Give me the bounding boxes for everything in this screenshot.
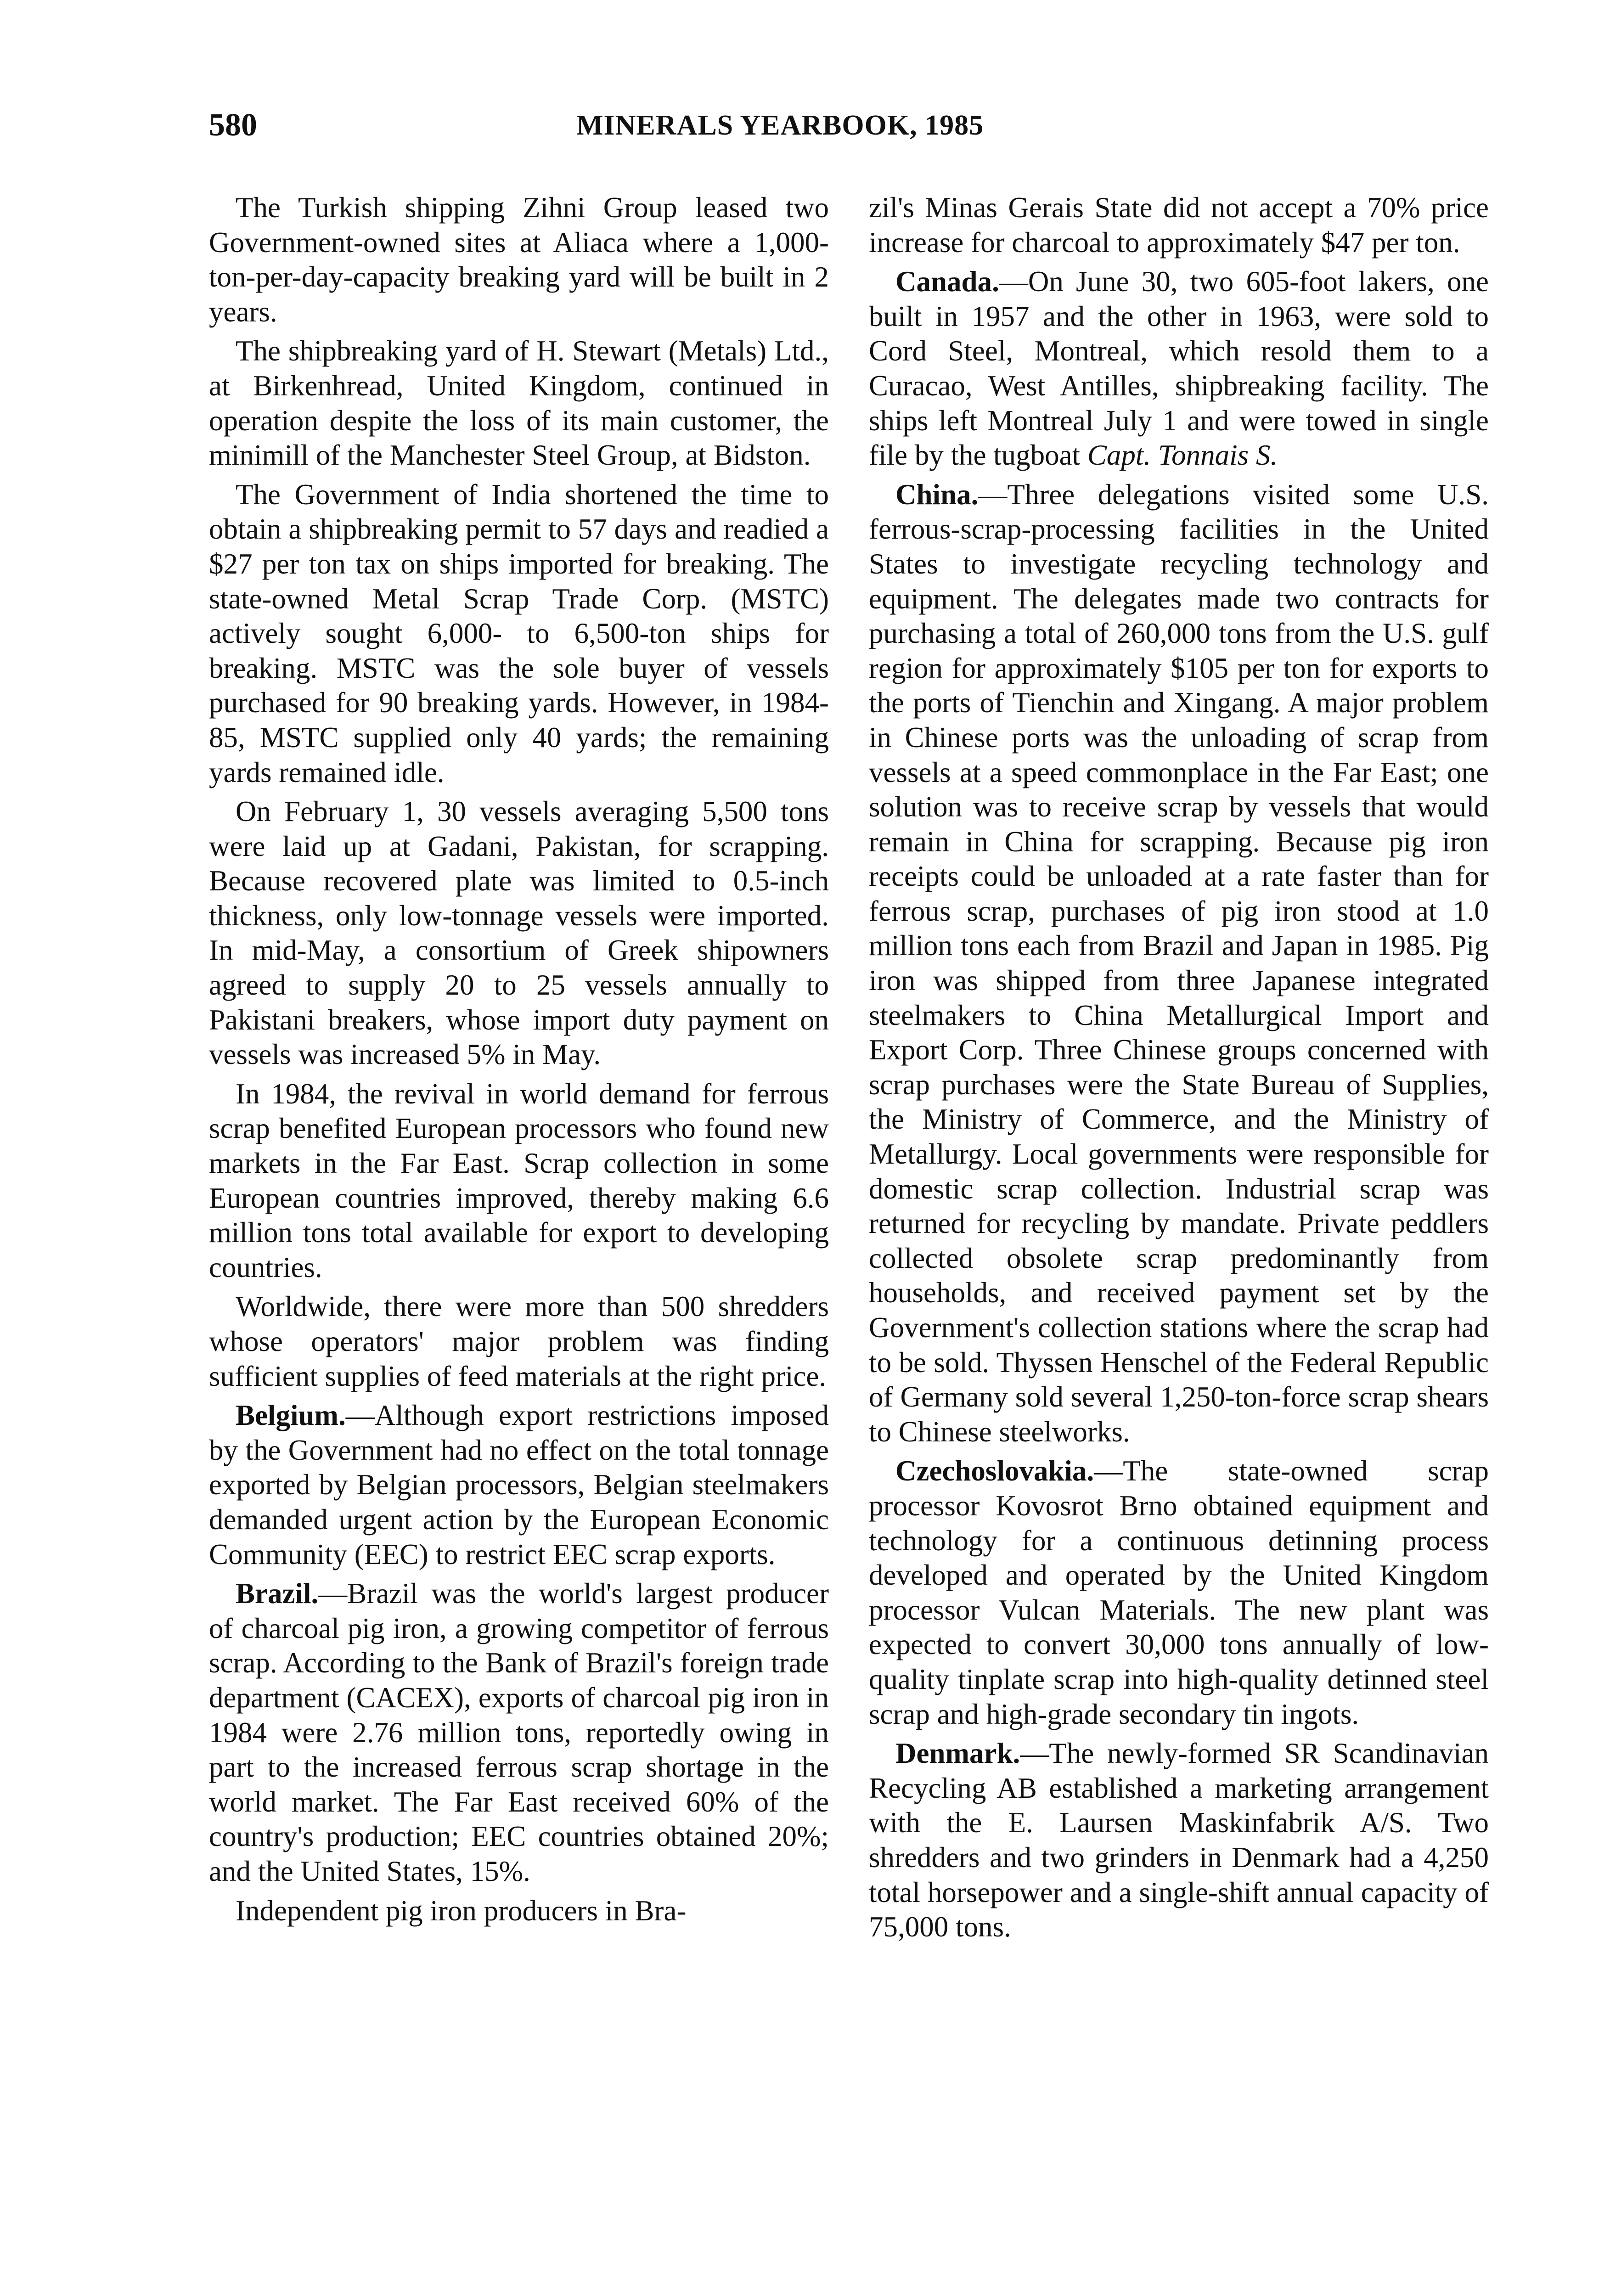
paragraph-worldwide: Worldwide, there were more than 500 shredders whose operators' major problem was finding sufficient supplies of feed materials at the right price. bbox=[209, 1290, 829, 1392]
paragraph-europe: In 1984, the revival in world demand for ferrous scrap benefited European processors who found new markets in the Far East. Scrap collection in some European countries improved, thereby making 6.6 million tons total available for export to developing countries. bbox=[209, 1077, 829, 1283]
paragraph-denmark bbox=[869, 1736, 1489, 1945]
left-column bbox=[209, 191, 829, 1933]
paragraph-turkey: The Turkish shipping Zihni Group leased two Government-owned sites at Aliaca where a 1,000-ton-per-day-capacity breaking yard will be built in 2 years. bbox=[209, 191, 829, 328]
paragraph-united-kingdom: The shipbreaking yard of H. Stewart (Metals) Ltd., at Birkenhread, United Kingdom, continued in operation despite the loss of its main customer, the minimill of the Manchester Steel Group, at Bidston. bbox=[209, 335, 829, 472]
running-title: MINERALS YEARBOOK, 1985 bbox=[576, 110, 984, 141]
paragraph-india: The Government of India shortened the time to obtain a shipbreaking permit to 57 days and readied a $27 per ton tax on ships imported for breaking. The state-owned Metal Scrap Trade Corp. (MSTC) actively sought 6,000- to 6,500-ton ships for breaking. MSTC was the sole buyer of vessels purchased for 90 breaking yards. However, in 1984-85, MSTC supplied only 40 yards; the remaining yards remained idle. bbox=[209, 478, 829, 788]
paragraph-canada-text: —On June 30, two 605-foot lakers, one built in 1957 and the other in 1963, were sold to Cord Steel, Montreal, which resold them to a Curacao, West Antilles, shipbreaking facility. The ships left Montreal July 1 and were towed in single file by the tugboat bbox=[869, 265, 1489, 472]
paragraph-independent-producers: Independent pig iron producers in Bra- bbox=[236, 1894, 687, 1927]
paragraph-china-text: —Three delegations visited some U.S. ferrous-scrap-processing facilities in the United States to investigate recycling technology and equipment. The delegates made two contracts for purchasing a total of 260,000 tons from the U.S. gulf region for approximately $105 per ton for exports to the ports of Tienchin and Xingang. A major problem in Chinese ports was the unloading of scrap from vessels at a speed commonplace in the Far East; one solution was to receive scrap by vessels that would remain in China for scrapping. Because pig iron receipts could be unloaded at a rate faster than for ferrous scrap, purchases of pig iron stood at 1.0 million tons each from Brazil and Japan in 1985. Pig iron was shipped from three Japanese integrated steelmakers to China Metallurgical Import and Export Corp. Three Chinese groups concerned with scrap purchases were the State Bureau of Supplies, the Ministry of Commerce, and the Ministry of Metallurgy. Local governments were responsible for domestic scrap collection. Industrial scrap was returned for recycling by mandate. Private peddlers collected obsolete scrap predominantly from households, and received payment set by the Government's collection stations where the scrap had to be sold. Thyssen Henschel of the Federal Republic of Germany sold several 1,250-ton-force scrap shears to Chinese steelworks. bbox=[869, 478, 1489, 1448]
paragraph-brazil-continued: zil's Minas Gerais State did not accept a 70% price increase for charcoal to approximately $47 per ton. bbox=[869, 191, 1489, 259]
ship-name: Capt. Tonnais S. bbox=[1087, 439, 1278, 472]
right-column bbox=[869, 191, 1489, 1949]
section-lead-czechoslovakia: Czechoslovakia. bbox=[895, 1455, 1094, 1487]
section-lead-denmark: Denmark. bbox=[895, 1737, 1020, 1770]
paragraph-canada bbox=[869, 264, 1489, 473]
paragraph-denmark-text: —The newly-formed SR Scandinavian Recycling AB established a marketing arrangement with the E. Laursen Maskinfabrik A/S. Two shredders and two grinders in Denmark had a 4,250 total horsepower and a single-shift annual capacity of 75,000 tons. bbox=[869, 1737, 1489, 1943]
section-lead-china: China. bbox=[895, 478, 979, 511]
section-lead-canada: Canada. bbox=[895, 265, 999, 298]
paragraph-belgium-text: —Although export restrictions imposed by the Government had no effect on the total tonnage exported by Belgian processors, Belgian steelmakers demanded urgent action by the European Economic Community (EEC) to restrict EEC scrap exports. bbox=[209, 1399, 829, 1570]
section-lead-brazil: Brazil. bbox=[236, 1577, 319, 1610]
paragraph-czechoslovakia bbox=[869, 1454, 1489, 1732]
section-lead-belgium: Belgium. bbox=[236, 1399, 346, 1432]
page-number: 580 bbox=[209, 107, 257, 143]
paragraph-brazil-text: —Brazil was the world's largest producer of charcoal pig iron, a growing competitor of ferrous scrap. According to the Bank of Brazil's foreign trade department (CACEX), exports of charcoal pig iron in 1984 were 2.76 million tons, reportedly owing in part to the increased ferrous scrap shortage in the world market. The Far East received 60% of the country's production; EEC countries obtained 20%; and the United States, 15%. bbox=[209, 1577, 829, 1887]
paragraph-pakistan: On February 1, 30 vessels averaging 5,500 tons were laid up at Gadani, Pakistan, for scrapping. Because recovered plate was limited to 0.5-inch thickness, only low-tonnage vessels were imported. In mid-May, a consortium of Greek shipowners agreed to supply 20 to 25 vessels annually to Pakistani breakers, whose import duty payment on vessels was increased 5% in May. bbox=[209, 795, 829, 1071]
paragraph-belgium bbox=[209, 1398, 829, 1572]
paragraph-czechoslovakia-text: —The state-owned scrap processor Kovosrot Brno obtained equipment and technology for a continuous detinning process developed and operated by the United Kingdom processor Vulcan Materials. The new plant was expected to convert 30,000 tons annually of low-quality tinplate scrap into high-quality detinned steel scrap and high-grade secondary tin ingots. bbox=[869, 1455, 1489, 1730]
paragraph-brazil bbox=[209, 1576, 829, 1889]
paragraph-china bbox=[869, 478, 1489, 1450]
running-head bbox=[209, 105, 1274, 146]
